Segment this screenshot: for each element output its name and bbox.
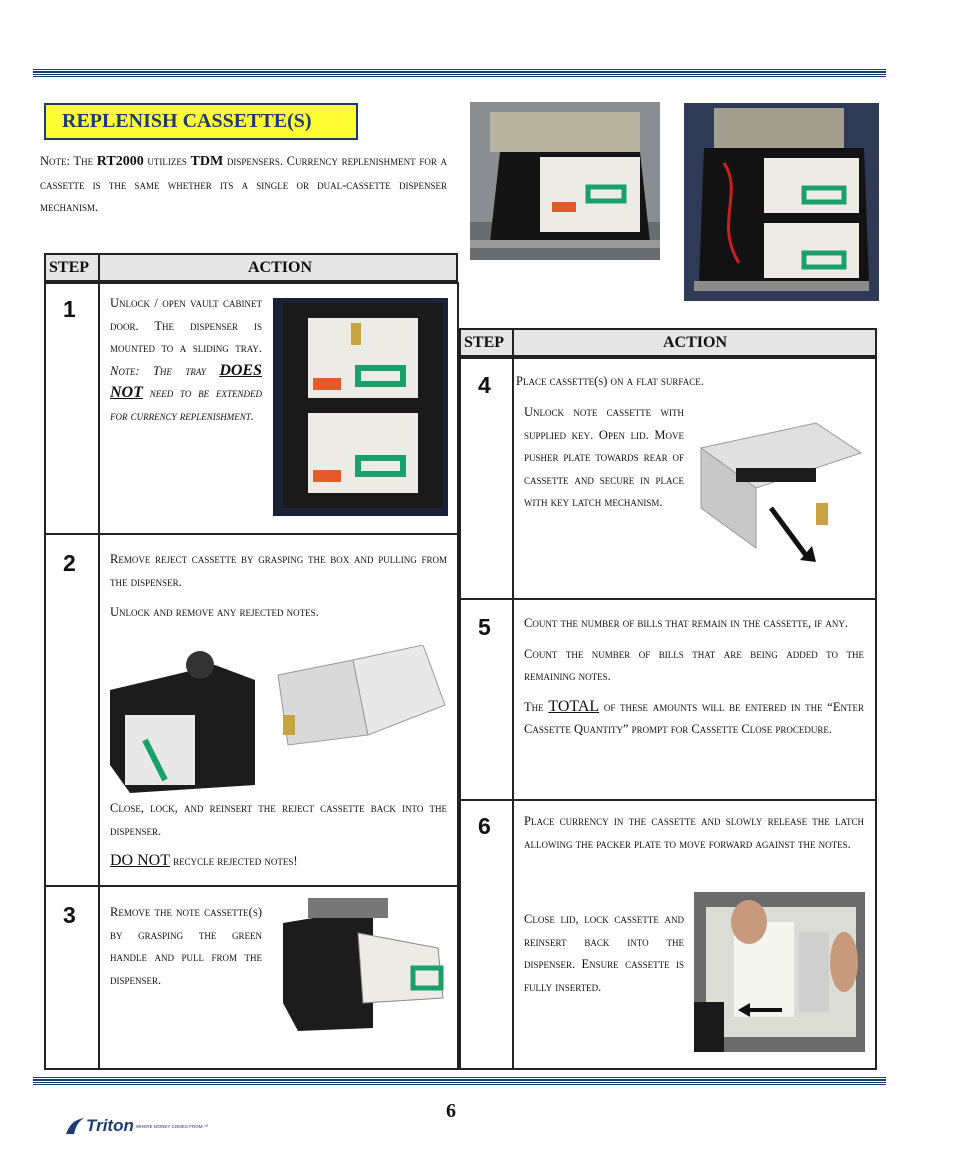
intro-note: Note: The RT2000 utilizes TDM dispensers. Currency replenishment for a cassette is the same whether its a single or dual-cassette dispenser mechanism.	[40, 154, 447, 214]
dispenser-single-photo	[470, 102, 660, 260]
step-number-1: 1	[63, 296, 76, 322]
total-emphasis: TOTAL	[548, 697, 600, 715]
step-3-text: Remove the note cassette(s) by grasping the green handle and pull from the dispenser.	[110, 905, 262, 987]
open-cassette-photo	[696, 418, 866, 568]
header-rule	[33, 69, 886, 78]
header-divider	[98, 253, 100, 282]
footer-rule	[33, 1077, 886, 1086]
do-not-emphasis: DO NOT	[110, 852, 170, 869]
step-header: STEP	[49, 259, 90, 276]
step-number-3: 3	[63, 902, 76, 928]
row-divider-2	[44, 885, 459, 887]
row-divider-1	[44, 533, 459, 535]
remove-cassette-photo	[278, 893, 450, 1033]
step-4-text-1: Place cassette(s) on a flat surface.	[516, 374, 704, 388]
triton-logo: Triton WHERE MONEY COMES FROM.™	[64, 1116, 208, 1136]
open-reject-box-photo	[273, 645, 448, 750]
page-number: 6	[446, 1100, 456, 1122]
section-title: REPLENISH CASSETTE(S)	[44, 103, 358, 140]
action-header: ACTION	[248, 259, 313, 276]
right-column-divider	[512, 357, 514, 1070]
step-4-text-2: Unlock note cassette with supplied key. Open lid. Move pusher plate towards rear of cassette and secure in place with key latch mechanism.	[524, 405, 684, 509]
step-number-6: 6	[478, 813, 491, 839]
right-row-divider-2	[459, 799, 877, 801]
does-not-emphasis: DOES NOT	[110, 361, 262, 401]
vault-cassettes-photo	[273, 298, 448, 516]
right-row-divider-1	[459, 598, 877, 600]
step-number-5: 5	[478, 614, 491, 640]
load-currency-photo	[694, 892, 865, 1052]
right-header-divider	[512, 328, 514, 357]
reject-dispenser-photo	[105, 645, 263, 795]
left-table-header	[44, 253, 458, 282]
step-1-text: Unlock / open vault cabinet door. The dispenser is mounted to a sliding tray. Note: The tray DOES NOT need to be extended for currency replenishment.	[110, 296, 262, 423]
action-header-right: ACTION	[663, 334, 728, 351]
triton-wave-icon	[64, 1116, 86, 1136]
step-2-text-top: Remove reject cassette by grasping the box and pulling from the dispenser. Unlock and remove any rejected notes.	[110, 552, 447, 619]
step-number-4: 4	[478, 372, 491, 398]
step-2-text-bottom: Close, lock, and reinsert the reject cassette back into the dispenser. DO NOT recycle rejected notes!	[110, 801, 447, 869]
right-table-header	[459, 328, 877, 357]
left-column-divider	[98, 282, 100, 1070]
step-header-right: STEP	[464, 334, 505, 351]
step-number-2: 2	[63, 550, 76, 576]
step-6-text-1: Place currency in the cassette and slowly release the latch allowing the packer plate to move forward against the notes.	[524, 814, 864, 851]
step-6-text-2: Close lid, lock cassette and reinsert back into the dispenser. Ensure cassette is fully inserted.	[524, 912, 684, 994]
dispenser-dual-photo	[684, 103, 879, 301]
step-5-text: Count the number of bills that remain in the cassette, if any. Count the number of bills that are being added to the remaining notes. The TOTAL of these amounts will be entered in the “Enter Cassette Quantity” prompt for Cassette Close procedure.	[524, 616, 864, 736]
